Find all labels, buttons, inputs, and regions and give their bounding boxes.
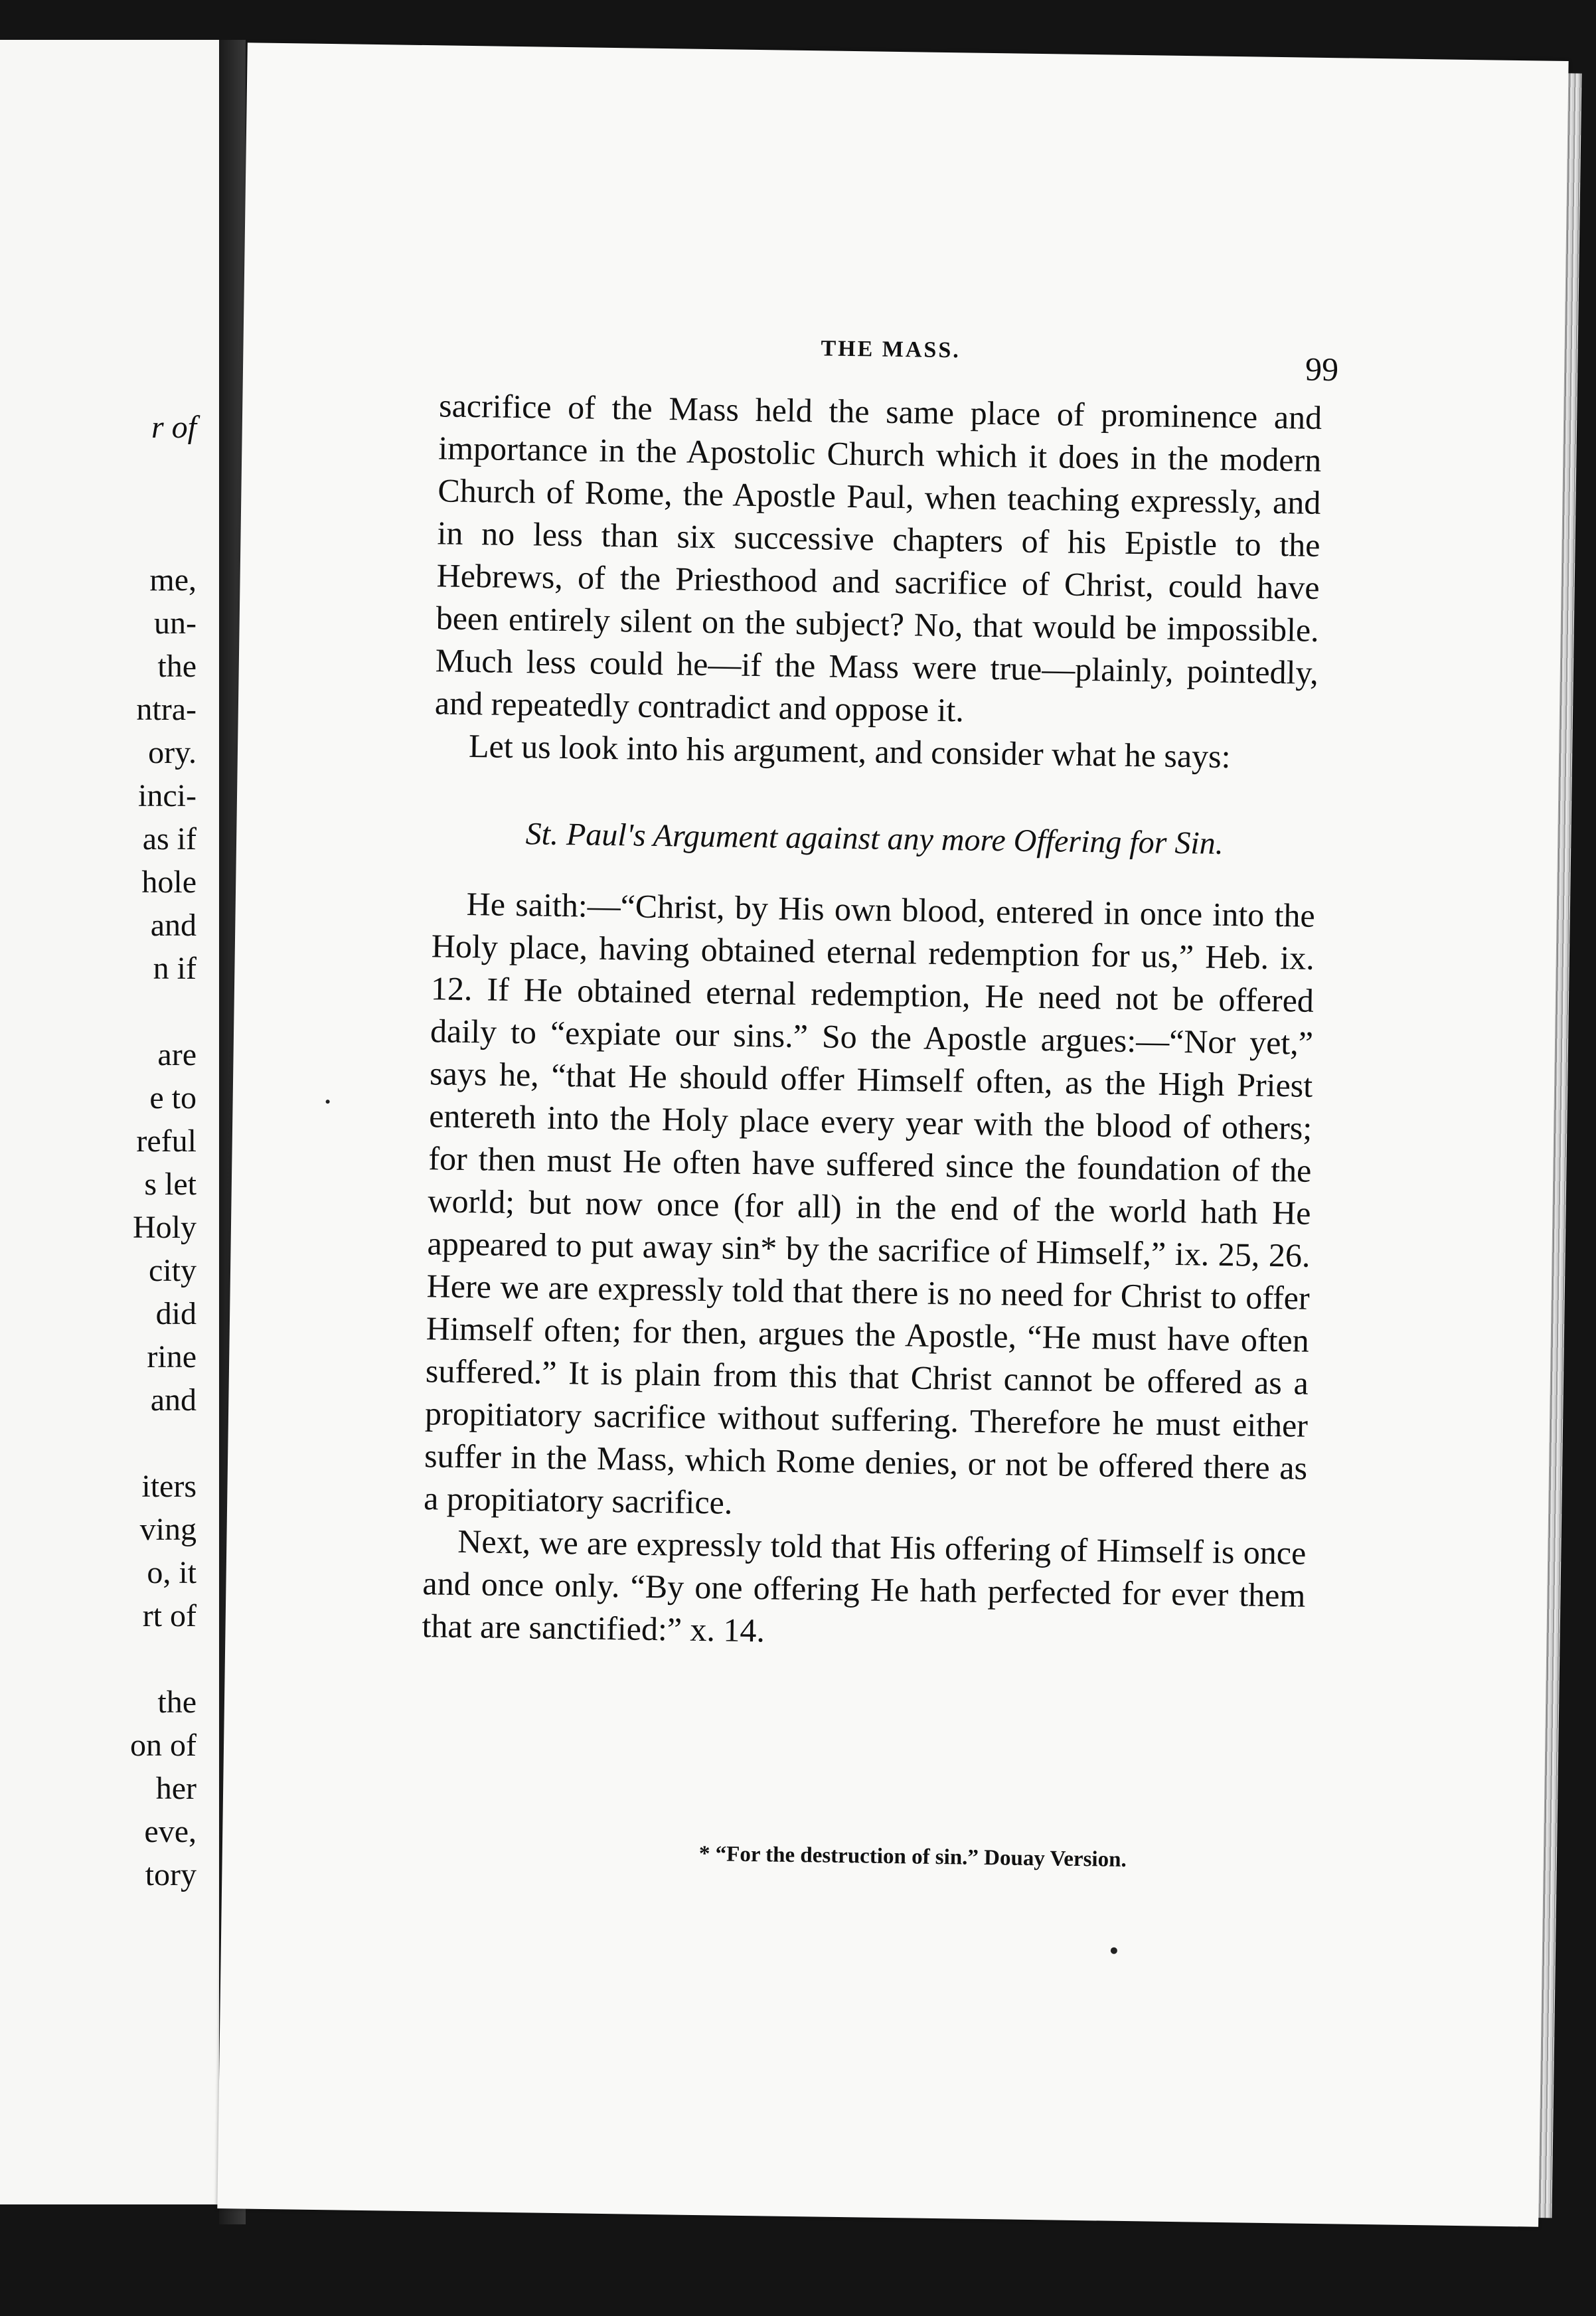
section-heading: St. Paul's Argument against any more Offering for Sin.: [525, 816, 1224, 861]
ink-speck: [326, 1100, 330, 1104]
right-page: [217, 42, 1568, 2226]
left-page-line: hole: [141, 865, 197, 900]
left-page-line: as if: [142, 821, 197, 857]
left-page-line: e to: [149, 1080, 197, 1116]
paragraph: Next, we are expressly told that His offering of Himself is once and once only. “By one offering He hath perfected for ever them that are sanctified:” x. 14.: [422, 1522, 1307, 1649]
left-page-line: rine: [147, 1339, 197, 1374]
running-head: THE MASS.: [821, 336, 961, 363]
left-page-line: the: [157, 649, 197, 684]
left-page-line: are: [157, 1037, 197, 1072]
left-page-line: reful: [136, 1123, 197, 1159]
left-page-line: tory: [145, 1857, 197, 1892]
left-page-line: ory.: [148, 735, 197, 770]
left-page-line: un-: [154, 606, 197, 641]
left-page-line: me,: [149, 562, 197, 598]
left-page-line: rt of: [142, 1598, 197, 1633]
left-page-line: iters: [141, 1469, 197, 1504]
ink-speck: [1111, 1947, 1117, 1954]
left-page-line: ving: [139, 1512, 197, 1547]
left-page-line: did: [155, 1296, 197, 1331]
left-page-line: and: [150, 1382, 197, 1418]
left-page-line: o, it: [147, 1555, 197, 1590]
left-page-line: her: [155, 1771, 197, 1806]
left-page-line: n if: [153, 951, 197, 986]
page-body: [422, 384, 1322, 1659]
page-number: 99: [1305, 350, 1339, 388]
left-page-line: city: [149, 1253, 197, 1288]
left-page-line: and: [150, 908, 197, 943]
left-page-line: on of: [130, 1728, 197, 1763]
paragraph: He saith:—“Christ, by His own blood, entered in once into the Holy place, having obtained eternal redemption for us,” Heb. ix. 12. If He obtained eternal redemption, He need not be offered daily to “expiate our sins.” So the Apostle argues:—“Nor yet,” says he, “that He should offer Himself often, as the High Priest entereth into the Holy place every year with the blood of others; for then must He often have suffered since the foundation of the world; but now once (for all) in the end of the world hath He appeared to put away sin* by the sacrifice of Himself,” ix. 25, 26. Here we are expressly told that there is no need for Christ to offer Himself often; for then, argues the Apostle, “He must have often suffered.” It is plain from this that Christ cannot be offered as a propitiatory sacrifice without suffering. Therefore he must either suffer in the Mass, which Rome denies, or not be offered there as a propitiatory sacrifice.: [423, 885, 1316, 1521]
left-page-line: Holy: [133, 1210, 197, 1245]
left-page-line: r of: [151, 410, 197, 445]
paragraph: Let us look into his argument, and consider what he says:: [468, 727, 1231, 776]
left-page-line: inci-: [138, 778, 197, 813]
left-page-line: the: [157, 1685, 197, 1720]
left-page-line: eve,: [144, 1814, 197, 1849]
left-page-line: ntra-: [136, 692, 197, 727]
left-facing-page: [0, 40, 224, 2204]
paragraph: sacrifice of the Mass held the same place of prominence and importance in the Apostolic Church which it does in the modern Church of Rome, the Apostle Paul, when teaching expressly, and in no less than six successive chapters of his Epistle to the Hebrews, of the Priesthood and sacrifice of Christ, could have been entirely silent on the subject? No, that would be impossible. Much less could he—if the Mass were true—plainly, pointedly, and repeatedly contradict and oppose it.: [434, 386, 1322, 729]
footnote: * “For the destruction of sin.” Douay Version.: [698, 1842, 1127, 1872]
left-page-line: s let: [144, 1167, 197, 1202]
